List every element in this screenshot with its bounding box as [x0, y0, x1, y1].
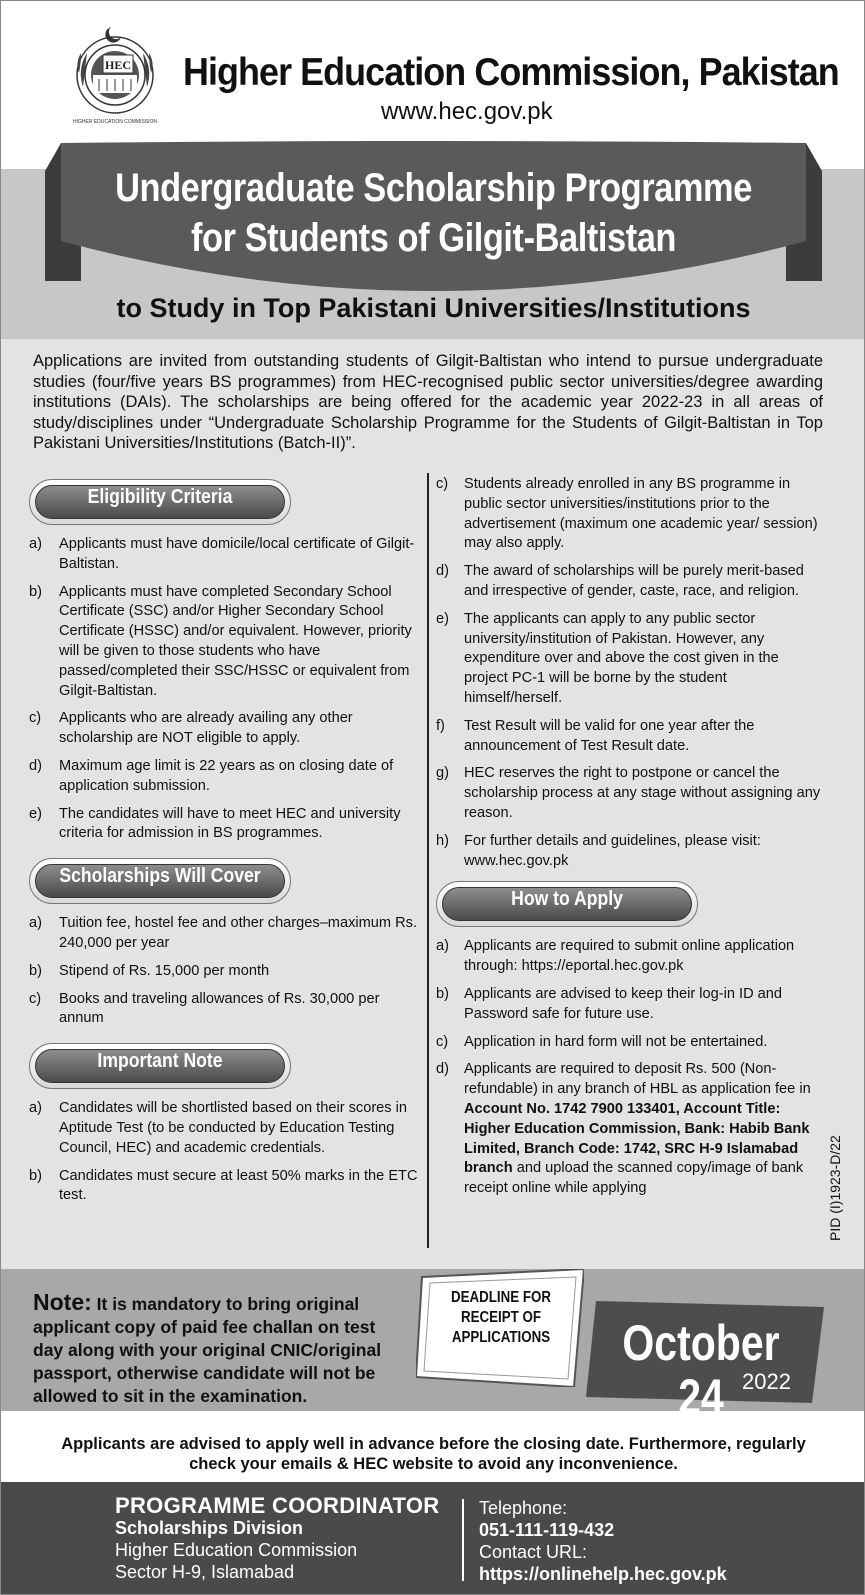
list-item: e) The candidates will have to meet HEC and university criteria for admission in BS programmes.	[29, 805, 401, 842]
deadline-label-line: APPLICATIONS	[451, 1329, 551, 1346]
advice-text: Applicants are advised to apply well in advance before the closing date. Furthermore, regularly check your emails & HEC website to avoid any inconvenience.	[61, 1435, 806, 1473]
list-item: d) Maximum age limit is 22 years as on closing date of application submission.	[29, 757, 394, 794]
list-item: a) Applicants must have domicile/local certificate of Gilgit-Baltistan.	[29, 536, 415, 572]
eligibility-heading	[29, 479, 291, 525]
coordinator-title: PROGRAMME COORDINATOR	[115, 1493, 440, 1518]
heading-label: Eligibility Criteria	[87, 486, 233, 508]
organization-url[interactable]: www.hec.gov.pk	[381, 98, 553, 125]
list-item: d) Applicants are required to deposit Rs. 500 (Non-refundable) in any branch of HBL as application fee in Account No. 1742 7900 133401, Account Title: Higher Education Commission, Bank: Habib Bank Limited, Branch Code: 1742, SRC H-9 Islamabad branch and upload the scanned copy/image of bank receipt online while applying	[436, 1061, 811, 1197]
list-item: c) Books and traveling allowances of Rs. 30,000 per annum	[29, 990, 380, 1027]
right-column	[436, 475, 821, 1207]
logo-caption: HIGHER EDUCATION COMMISSION	[72, 119, 158, 125]
note-label: Note:	[33, 1289, 92, 1315]
hec-logo-icon	[69, 23, 161, 131]
list-item: b) Applicants are advised to keep their log-in ID and Password safe for future use.	[436, 985, 783, 1022]
heading-label: Scholarships Will Cover	[59, 865, 261, 888]
programme-title	[113, 163, 754, 263]
note-text	[33, 1291, 403, 1408]
deadline-year: 2022	[742, 1369, 791, 1394]
logo-text: HEC	[104, 58, 132, 72]
publication-id: PID (I)1923-D/22	[827, 1135, 843, 1241]
deadline-date: October 24	[622, 1315, 780, 1425]
list-item: a) Candidates will be shortlisted based on their scores in Aptitude Test (to be conducted by Education Testing Council, HEC) and academic credentials.	[29, 1100, 408, 1156]
coordinator-division: Scholarships Division	[115, 1518, 304, 1538]
coordinator-address: Sector H-9, Islamabad	[115, 1562, 295, 1582]
list-item: f) Test Result will be valid for one year after the announcement of Test Result date.	[436, 717, 755, 754]
list-item: g) HEC reserves the right to postpone or cancel the scholarship process at any stage without assigning any reason.	[436, 765, 821, 821]
cover-list	[29, 914, 419, 1029]
list-item: e) The applicants can apply to any public sector university/institution of Pakistan. However, any expenditure over and above the cost given in the project PC-1 will be borne by the student himself/herself.	[436, 610, 779, 706]
list-item: d) The award of scholarships will be purely merit-based and irrespective of gender, caste, race, and religion.	[436, 563, 804, 599]
list-item: c) Applicants who are already availing any other scholarship are NOT eligible to apply.	[29, 710, 353, 747]
how-to-apply-heading	[436, 881, 698, 927]
note-body: It is mandatory to bring original applicant copy of paid fee challan on test day along with your original CNIC/original passport, otherwise candidate will not be allowed to sit in the examination.	[33, 1294, 382, 1406]
telephone-label: Telephone:	[479, 1498, 568, 1518]
contact-url[interactable]: https://onlinehelp.hec.gov.pk	[479, 1564, 727, 1584]
important-note-list	[29, 1099, 419, 1206]
important-note-heading	[29, 1043, 291, 1089]
list-item: b) Applicants must have completed Secondary School Certificate (SSC) and/or Higher Secondary School Certificate (HSSC) and/or equivalent. However, priority will be given to those students who have passed/completed their SSC/HSSC or equivalent from Gilgit-Baltistan.	[29, 583, 412, 699]
eligibility-continued-list	[436, 475, 821, 871]
deadline-label-line: RECEIPT OF	[460, 1309, 541, 1326]
heading-label: Important Note	[97, 1050, 223, 1073]
list-item: b) Stipend of Rs. 15,000 per month	[29, 962, 270, 979]
deadline-label	[437, 1288, 566, 1348]
list-item: a) Applicants are required to submit online application through: https://eportal.hec.gov.pk	[436, 938, 795, 975]
programme-subtitle: to Study in Top Pakistani Universities/Institutions	[116, 293, 751, 323]
list-item: b) Candidates must secure at least 50% marks in the ETC test.	[29, 1167, 418, 1204]
deadline-label-line: DEADLINE FOR	[451, 1289, 551, 1306]
coordinator-org: Higher Education Commission	[115, 1540, 358, 1560]
list-item: h) For further details and guidelines, please visit: www.hec.gov.pk	[436, 832, 761, 869]
contact-url-label: Contact URL:	[479, 1542, 588, 1562]
programme-title-line-2: for Students of Gilgit-Baltistan	[190, 216, 677, 260]
intro-paragraph: Applications are invited from outstanding students of Gilgit-Baltistan who intend to pursue undergraduate studies (four/five years BS programmes) from HEC-recognised public sector universities/degree awarding institutions (DAIs). The scholarships are being offered for the academic year 2022-23 in all areas of study/disciplines under “Undergraduate Scholarship Programme for the Students of Gilgit-Baltistan in Top Pakistani Universities/Institutions (Batch-II)”.	[33, 352, 823, 452]
telephone-number[interactable]: 051-111-119-432	[479, 1520, 615, 1540]
list-item: c) Students already enrolled in any BS programme in public sector universities/institutions prior to the advertisement (maximum one academic year/ session) may also apply.	[436, 476, 818, 552]
header	[1, 1, 865, 161]
column-divider	[427, 473, 429, 1248]
list-item: a) Tuition fee, hostel fee and other charges–maximum Rs. 240,000 per year	[29, 915, 417, 951]
how-to-apply-list	[436, 937, 821, 1199]
eligibility-list	[29, 535, 419, 844]
bank-details: Account No. 1742 7900 133401, Account Title: Higher Education Commission, Bank: Habib Bank Limited, Branch Code: 1742, SRC H-9 Islamabad branch	[464, 1100, 810, 1177]
heading-label: How to Apply	[511, 888, 623, 911]
coordinator-block	[115, 1495, 439, 1583]
list-item: c) Application in hard form will not be entertained.	[436, 1033, 768, 1050]
contact-block	[479, 1497, 727, 1585]
organization-title: Higher Education Commission, Pakistan	[183, 51, 839, 94]
cover-heading	[29, 858, 291, 904]
left-column	[29, 475, 419, 1214]
footer-divider	[462, 1499, 464, 1581]
programme-title-line-1: Undergraduate Scholarship Programme	[115, 166, 752, 210]
